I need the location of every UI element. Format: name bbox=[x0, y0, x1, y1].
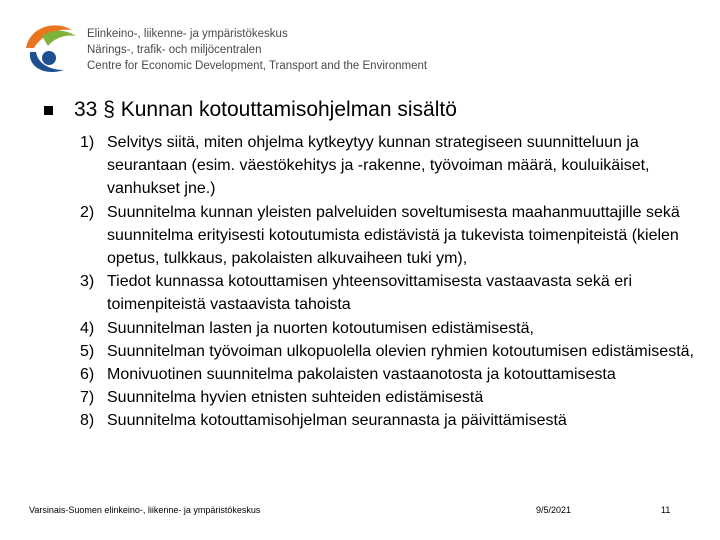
item-number: 5) bbox=[80, 342, 95, 360]
item-text: Monivuotinen suunnitelma pakolaisten vastaanotosta ja kotouttamisesta bbox=[107, 366, 616, 384]
item-text: Suunnitelman työvoiman ulkopuolella olevien ryhmien kotoutumisen edistämisestä, bbox=[107, 342, 694, 360]
list-item bbox=[80, 386, 700, 409]
slide-title-row bbox=[44, 98, 457, 122]
slide-header bbox=[0, 0, 720, 90]
list-item bbox=[80, 131, 700, 201]
slide-title: 33 § Kunnan kotouttamisohjelman sisältö bbox=[74, 98, 457, 121]
item-number: 3) bbox=[80, 273, 95, 291]
list-item bbox=[80, 363, 700, 386]
list-item bbox=[80, 270, 700, 316]
organization-name-lines bbox=[87, 26, 427, 74]
item-number: 2) bbox=[80, 203, 95, 221]
item-number: 1) bbox=[80, 134, 95, 151]
item-number: 6) bbox=[80, 366, 95, 384]
list-item bbox=[80, 317, 700, 340]
square-bullet-icon bbox=[44, 106, 53, 115]
org-name-swedish: Närings-, trafik- och miljöcentralen bbox=[87, 44, 262, 56]
list-item bbox=[80, 409, 700, 432]
footer-date: 9/5/2021 bbox=[536, 505, 572, 515]
item-text: Suunnitelma kunnan yleisten palveluiden soveltumisesta maahanmuuttajille sekä suunnitelma erityisesti kotoutumista edistävistä ja tukevista toimenpiteistä (kielen opetus, tulkkaus, pakolaisten alkuvaiheen tuki ym), bbox=[107, 203, 680, 268]
item-text: Selvitys siitä, miten ohjelma kytkeytyy kunnan strategiseen suunnitteluun ja seurantaan (esim. väestökehitys ja -rakenne, työvoiman määrä, kouluikäiset, vanhukset jne.) bbox=[107, 134, 650, 198]
list-item bbox=[80, 340, 700, 363]
item-text: Suunnitelman lasten ja nuorten kotoutumisen edistämisestä, bbox=[107, 319, 534, 337]
item-text: Suunnitelma hyvien etnisten suhteiden edistämisestä bbox=[107, 389, 484, 407]
list-item bbox=[80, 201, 700, 271]
org-name-finnish: Elinkeino-, liikenne- ja ympäristökeskus bbox=[87, 28, 288, 40]
item-number: 4) bbox=[80, 319, 95, 337]
footer-organization: Varsinais-Suomen elinkeino-, liikenne- ja ympäristökeskus bbox=[29, 505, 261, 515]
item-number: 8) bbox=[80, 412, 95, 430]
page-number: 11 bbox=[661, 505, 671, 515]
item-number: 7) bbox=[80, 389, 95, 407]
org-name-english: Centre for Economic Development, Transport and the Environment bbox=[87, 60, 428, 72]
ely-logo-icon bbox=[20, 18, 78, 78]
item-text: Suunnitelma kotouttamisohjelman seurannasta ja päivittämisestä bbox=[107, 412, 567, 430]
item-text: Tiedot kunnassa kotouttamisen yhteensovittamisesta vastaavasta sekä eri toimenpiteistä vastaavista tahoista bbox=[107, 273, 633, 314]
content-list bbox=[80, 131, 700, 433]
